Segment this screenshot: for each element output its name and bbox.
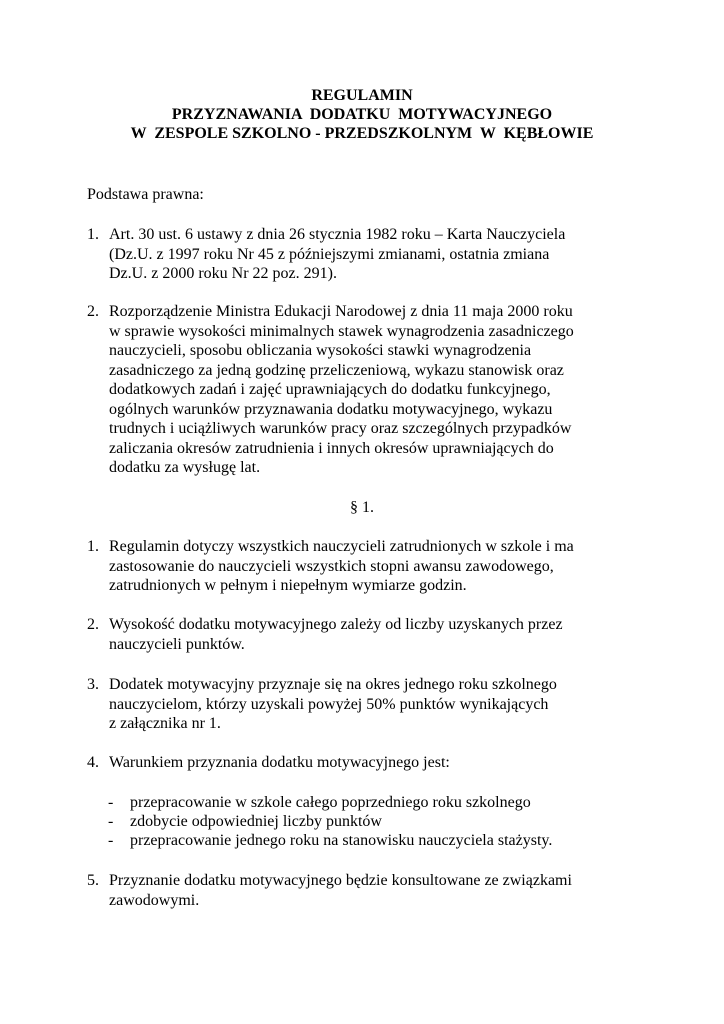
item-number: 1.	[87, 538, 99, 555]
text-line: (Dz.U. z 1997 roku Nr 45 z późniejszymi zmianami, ostatnia zmiana	[109, 245, 550, 263]
section-item	[87, 753, 627, 773]
document-title	[0, 86, 724, 143]
text-line: zastosowanie do nauczycieli wszystkich stopni awansu zawodowego,	[109, 557, 554, 575]
text-line: zaliczania okresów zatrudnienia i innych okresów uprawniających do	[109, 439, 554, 457]
text-line: nauczycieli punktów.	[109, 635, 245, 653]
item-number: 2.	[87, 616, 99, 633]
text-line: Regulamin dotyczy wszystkich nauczycieli zatrudnionych w szkole i ma	[109, 538, 574, 555]
section-item	[87, 537, 627, 596]
item-text	[109, 753, 627, 773]
text-line: Dz.U. z 2000 roku Nr 22 poz. 291).	[109, 265, 337, 282]
item-number: 5.	[87, 872, 99, 889]
item-text	[109, 302, 627, 478]
section-item	[87, 675, 627, 734]
text-line: Przyznanie dodatku motywacyjnego będzie konsultowane ze związkami	[109, 872, 572, 889]
list-item-text: zdobycie odpowiedniej liczby punktów	[130, 813, 382, 830]
text-line: Wysokość dodatku motywacyjnego zależy od liczby uzyskanych przez	[109, 616, 563, 633]
list-item-text: przepracowanie w szkole całego poprzedniego roku szkolnego	[130, 794, 531, 811]
item-number: 4.	[87, 754, 99, 771]
dash-marker: -	[108, 794, 114, 811]
text-line: zatrudnionych w pełnym i niepełnym wymiarze godzin.	[109, 577, 467, 594]
title-line-1: REGULAMIN	[311, 87, 413, 104]
text-line: nauczycielom, którzy uzyskali powyżej 50% punktów wynikających	[109, 695, 549, 713]
section-item	[87, 871, 627, 910]
item-text	[109, 615, 627, 654]
item-number: 3.	[87, 676, 99, 693]
title-line-3: W ZESPOLE SZKOLNO - PRZEDSZKOLNYM W KĘBŁOWIE	[130, 125, 594, 142]
item-text	[109, 225, 627, 284]
item-number: 2.	[87, 303, 99, 320]
list-item-text: przepracowanie jednego roku na stanowisku nauczyciela stażysty.	[130, 832, 553, 849]
item-text	[109, 871, 627, 910]
text-line: Rozporządzenie Ministra Edukacji Narodowej z dnia 11 maja 2000 roku	[109, 303, 573, 320]
legal-basis-item	[87, 225, 627, 284]
dash-marker: -	[108, 813, 114, 830]
text-line: z załącznika nr 1.	[109, 715, 221, 732]
text-line: Art. 30 ust. 6 ustawy z dnia 26 stycznia 1982 roku – Karta Nauczyciela	[109, 226, 566, 243]
section-heading: § 1.	[350, 499, 374, 516]
text-line: nauczycieli, sposobu obliczania wysokości stawki wynagrodzenia	[109, 342, 532, 359]
legal-basis-item	[87, 302, 627, 478]
text-line: trudnych i uciążliwych warunków pracy oraz szczególnych przypadków	[109, 420, 572, 437]
text-line: zawodowymi.	[109, 891, 200, 909]
title-line-2: PRZYZNAWANIA DODATKU MOTYWACYJNEGO	[171, 106, 553, 123]
item-number: 1.	[87, 226, 99, 243]
text-line: zasadniczego za jedną godzinę przeliczeniową, wykazu stanowisk oraz	[109, 361, 564, 379]
text-line: Dodatek motywacyjny przyznaje się na okres jednego roku szkolnego	[109, 676, 557, 693]
section-item	[87, 615, 627, 654]
text-line: dodatkowych zadań i zajęć uprawniających do dodatku funkcyjnego,	[109, 381, 551, 398]
legal-basis-heading: Podstawa prawna:	[87, 186, 204, 203]
text-line: dodatku za wysługę lat.	[109, 459, 261, 476]
text-line: ogólnych warunków przyznawania dodatku motywacyjnego, wykazu	[109, 400, 553, 418]
text-line: w sprawie wysokości minimalnych stawek wynagrodzenia zasadniczego	[109, 322, 574, 340]
item-text	[109, 675, 627, 734]
item-text	[109, 537, 627, 596]
dash-marker: -	[108, 832, 114, 849]
text-line: Warunkiem przyznania dodatku motywacyjnego jest:	[109, 754, 450, 771]
